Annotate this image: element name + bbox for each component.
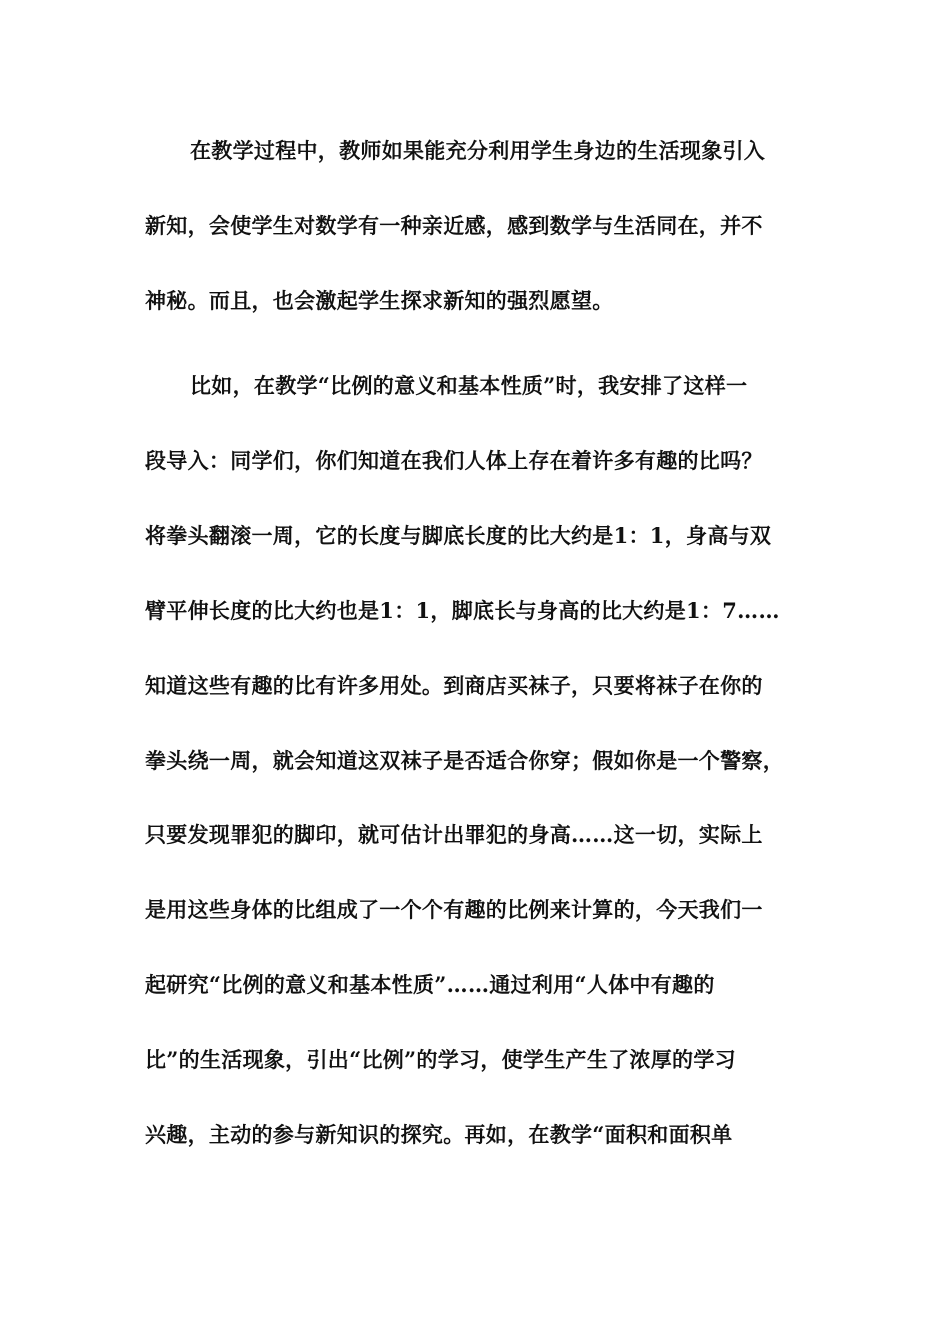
paragraph-2-line-11: 兴趣，主动的参与新知识的探究。再如，在教学“面积和面积单: [145, 1122, 733, 1147]
paragraph-1-line-3: 神秘。而且，也会激起学生探求新知的强烈愿望。: [145, 288, 614, 313]
paragraph-2-line-6: 拳头绕一周，就会知道这双袜子是否适合你穿；假如你是一个警察，: [145, 748, 784, 773]
paragraph-2-line-7: 只要发现罪犯的脚印，就可估计出罪犯的身高……这一切，实际上: [145, 822, 763, 847]
paragraph-2-line-1: 比如，在教学“比例的意义和基本性质”时，我安排了这样一: [190, 373, 748, 398]
paragraph-2-line-3: 将拳头翻滚一周，它的长度与脚底长度的比大约是1：1，身高与双: [145, 523, 772, 548]
paragraph-2-line-8: 是用这些身体的比组成了一个个有趣的比例来计算的，今天我们一: [145, 897, 763, 922]
paragraph-2-line-2: 段导入：同学们，你们知道在我们人体上存在着许多有趣的比吗？: [145, 448, 763, 473]
paragraph-2-line-10: 比”的生活现象，引出“比例”的学习，使学生产生了浓厚的学习: [145, 1047, 736, 1072]
paragraph-1-line-1: 在教学过程中，教师如果能充分利用学生身边的生活现象引入: [190, 138, 766, 163]
paragraph-1-line-2: 新知，会使学生对数学有一种亲近感，感到数学与生活同在，并不: [145, 213, 763, 238]
paragraph-2-line-5: 知道这些有趣的比有许多用处。到商店买袜子，只要将袜子在你的: [145, 673, 763, 698]
paragraph-2-line-4: 臂平伸长度的比大约也是1：1，脚底长与身高的比大约是1：7……: [145, 598, 780, 623]
paragraph-2-line-9: 起研究“比例的意义和基本性质”……通过利用“人体中有趣的: [145, 972, 715, 997]
